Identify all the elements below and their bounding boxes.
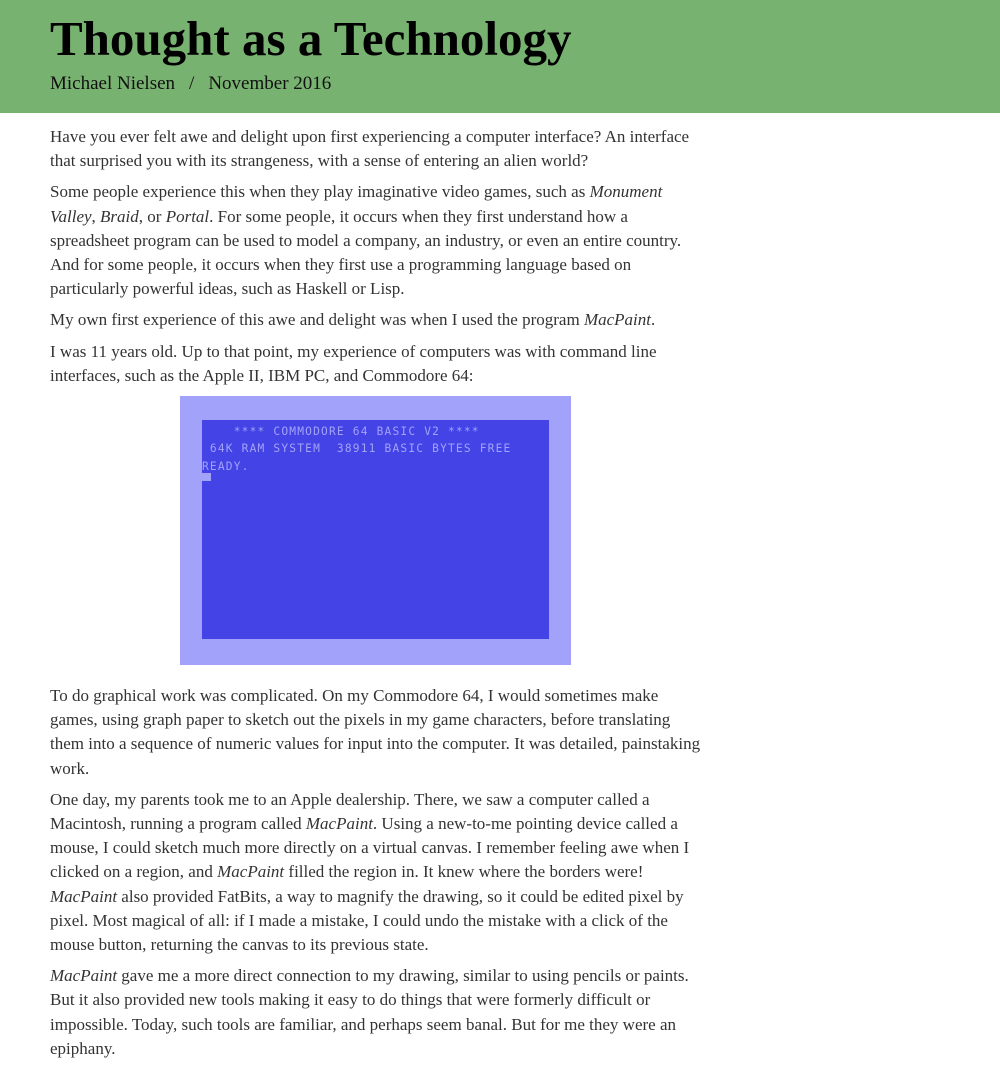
game-title-braid: Braid (100, 206, 139, 226)
game-title-monument-valley: Monument Valley (50, 182, 663, 226)
paragraph-text: , (91, 206, 101, 226)
program-title-macpaint: MacPaint (50, 966, 118, 986)
program-title-macpaint: MacPaint (305, 814, 373, 834)
paragraph-text: . For some people, it occurs when they first understand how a spreadsheet program can be used to model a company, an industry, or even an entire country. And for some people, it occurs when they first use a programming language based on particularly powerful ideas, such as Haskell or Lisp. (50, 206, 682, 299)
paragraph-intro (50, 125, 705, 173)
paragraph-direct-connection (50, 964, 705, 1061)
paragraph-text: , or (138, 206, 166, 226)
paragraph-text: filled the region in. It knew where the borders were! (284, 862, 644, 882)
c64-cursor (202, 473, 211, 481)
article-body (50, 125, 705, 1068)
c64-screen (202, 420, 549, 639)
page-title: Thought as a Technology (50, 11, 572, 66)
program-title-macpaint: MacPaint (217, 862, 285, 882)
paragraph-text: gave me a more direct connection to my drawing, similar to using pencils or paints. But it also provided new tools making it easy to do things that were formerly difficult or impossible. Today, such tools are familiar, and perhaps seem banal. But for me they were an epiphany. (50, 966, 689, 1058)
c64-ready-line: READY. (202, 460, 250, 474)
game-title-portal: Portal (165, 206, 210, 226)
c64-memory-line: 64K RAM SYSTEM 38911 BASIC BYTES FREE (202, 442, 512, 456)
paragraph-text: I was 11 years old. Up to that point, my experience of computers was with command line interfaces, such as the Apple II, IBM PC, and Commodore 64: (50, 341, 657, 385)
page-header (0, 0, 1000, 113)
c64-banner-line: **** COMMODORE 64 BASIC V2 **** (202, 425, 480, 439)
byline-separator: / (189, 73, 195, 94)
byline (50, 72, 331, 96)
paragraph-graphical-work (50, 684, 705, 781)
paragraph-text: To do graphical work was complicated. On my Commodore 64, I would sometimes make games, using graph paper to sketch out the pixels in my game characters, before translating them into a sequence of numeric values for input into the computer. It was detailed, painstaking work. (50, 686, 701, 778)
commodore-64-screenshot (180, 396, 571, 665)
program-title-macpaint: MacPaint (583, 310, 651, 330)
paragraph-text: One day, my parents took me to an Apple dealership. There, we saw a computer called a Macintosh, running a program called (50, 789, 650, 834)
publish-date: November 2016 (208, 73, 332, 94)
author-name: Michael Nielsen (50, 73, 176, 94)
paragraph-apple-dealership (50, 788, 705, 957)
paragraph-examples (50, 180, 705, 301)
paragraph-text: . Using a new-to-me pointing device called a mouse, I could sketch much more directly on a virtual canvas. I remember feeling awe when I clicked on a region, and (50, 814, 690, 882)
paragraph-text: also provided FatBits, a way to magnify the drawing, so it could be edited pixel by pixel. Most magical of all: if I made a mistake, I could undo the mistake with a click of the mouse button, returning the canvas to its previous state. (50, 886, 684, 955)
paragraph-macpaint-first (50, 308, 705, 332)
paragraph-text: My own first experience of this awe and delight was when I used the program (50, 310, 584, 330)
paragraph-text: . (650, 310, 656, 330)
program-title-macpaint: MacPaint (50, 886, 118, 906)
paragraph-age (50, 340, 705, 388)
paragraph-text: Have you ever felt awe and delight upon first experiencing a computer interface? An interface that surprised you with its strangeness, with a sense of entering an alien world? (50, 127, 690, 171)
paragraph-text: Some people experience this when they play imaginative video games, such as (50, 182, 590, 202)
